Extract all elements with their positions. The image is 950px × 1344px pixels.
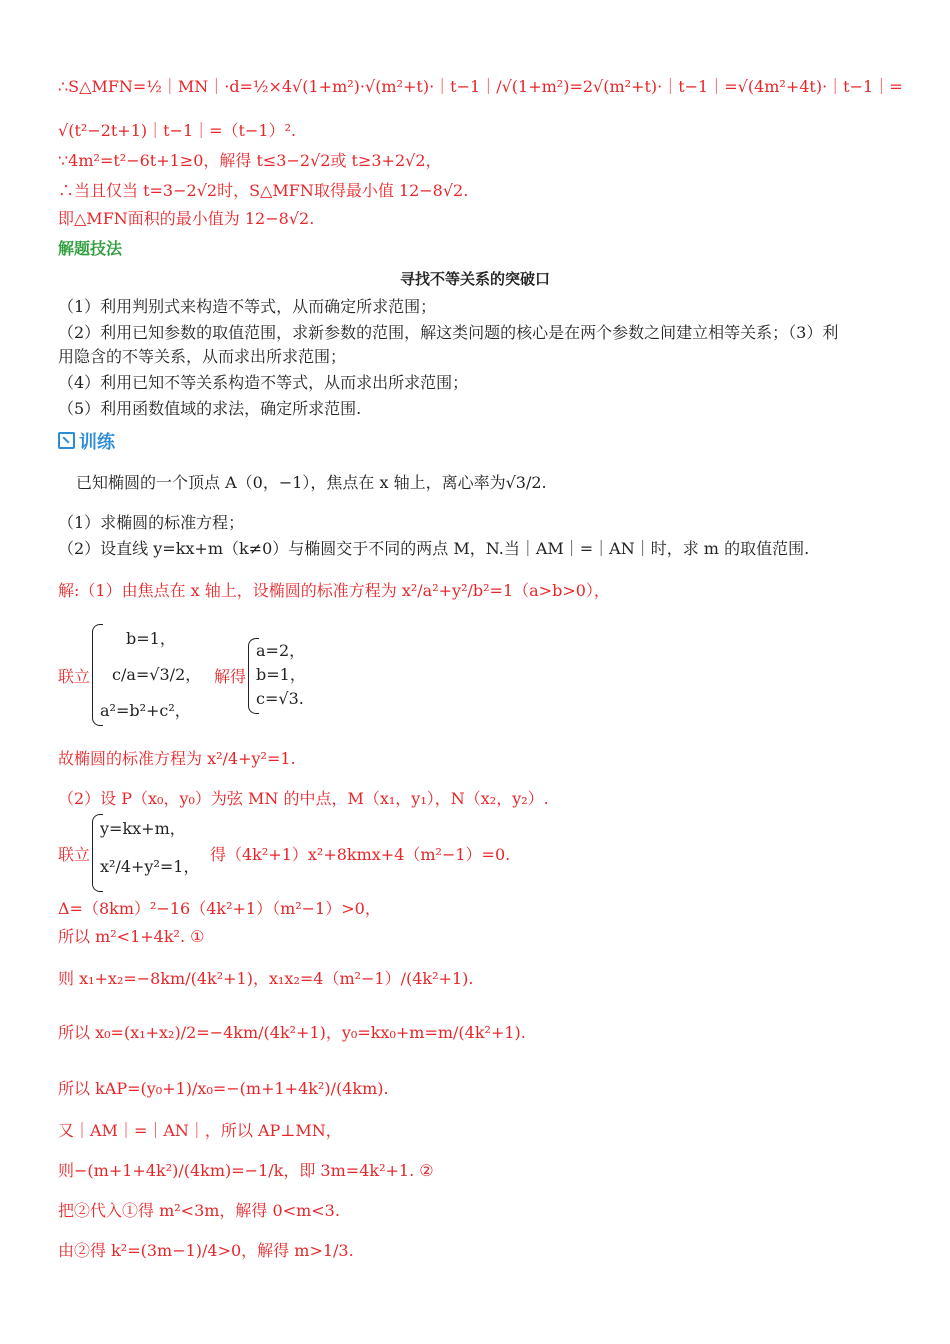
solution-joint-label-2: 联立	[58, 845, 91, 864]
solution-discriminant: Δ=（8km）²−16（4k²+1）（m²−1）>0，	[58, 899, 381, 918]
solution-line-1: 解:（1）由焦点在 x 轴上，设椭圆的标准方程为 x²/a²+y²/b²=1（a>b>0），	[58, 581, 610, 600]
system-2-eq-2: b=1，	[256, 665, 306, 684]
training-problem: 已知椭圆的一个顶点 A（0，−1），焦点在 x 轴上，离心率为√3/2.	[76, 473, 547, 492]
solution-line-4: （2）设 P（x₀，y₀）为弦 MN 的中点，M（x₁，y₁），N（x₂，y₂）.	[58, 789, 549, 808]
tips-heading: 解题技法	[58, 239, 123, 258]
system-2-eq-3: c=√3.	[256, 689, 304, 708]
solution-slope-ap: 所以 kAP=(y₀+1)/x₀=−(m+1+4k²)/(4km).	[58, 1079, 389, 1098]
training-question-2: （2）设直线 y=kx+m（k≠0）与椭圆交于不同的两点 M，N.当｜AM｜=｜AN｜时，求 m 的取值范围.	[58, 539, 810, 558]
tip-item-5: （5）利用函数值域的求法，确定所求范围.	[58, 399, 362, 418]
min-condition-line: ∴当且仅当 t=3−2√2时，S△MFN取得最小值 12−8√2.	[58, 181, 469, 200]
min-area-line: 即△MFN面积的最小值为 12−8√2.	[58, 209, 315, 228]
tip-item-4: （4）利用已知不等关系构造不等式，从而求出所求范围；	[58, 373, 469, 392]
system-2-eq-1: a=2，	[256, 641, 306, 660]
edit-icon	[58, 432, 75, 449]
tip-item-1: （1）利用判别式来构造不等式，从而确定所求范围；	[58, 297, 437, 316]
system-1-eq-3: a²=b²+c²，	[100, 701, 191, 720]
area-derivation-line-2: √(t²−2t+1)｜t−1｜=（t−1）².	[58, 121, 297, 140]
system-3-eq-2: x²/4+y²=1，	[100, 857, 200, 876]
system-3-eq-1: y=kx+m，	[100, 819, 186, 838]
solution-midpoint: 所以 x₀=(x₁+x₂)/2=−4km/(4k²+1)，y₀=kx₀+m=m/(4k²+1).	[58, 1023, 526, 1042]
solution-substitute: 把②代入①得 m²<3m，解得 0<m<3.	[58, 1201, 340, 1220]
tip-item-2-cont: 用隐含的不等关系，从而求出所求范围；	[58, 347, 347, 366]
solution-final-range: 由②得 k²=(3m−1)/4>0，解得 m>1/3.	[58, 1241, 354, 1260]
training-heading-text: 训练	[79, 432, 115, 453]
tip-item-2: （2）利用已知参数的取值范围，求新参数的范围，解这类问题的核心是在两个参数之间建立相等关系；（3）利	[58, 323, 839, 342]
training-question-1: （1）求椭圆的标准方程；	[58, 513, 245, 532]
area-derivation-line-1: ∴S△MFN=½｜MN｜·d=½×4√(1+m²)·√(m²+t)·｜t−1｜/√(1+m²)=2√(m²+t)·｜t−1｜=√(4m²+4t)·｜t−1｜=	[58, 77, 903, 96]
solution-relation-2: 则−(m+1+4k²)/(4km)=−1/k，即 3m=4k²+1. ②	[58, 1161, 434, 1180]
training-heading	[58, 432, 115, 454]
solution-quadratic: 得（4k²+1）x²+8kmx+4（m²−1）=0.	[210, 845, 511, 864]
solution-joint-label-1: 联立	[58, 667, 91, 686]
solution-perpendicular: 又｜AM｜=｜AN｜，所以 AP⊥MN，	[58, 1121, 342, 1140]
solution-inequality-1: 所以 m²<1+4k². ①	[58, 927, 205, 946]
system-1-eq-2: c/a=√3/2，	[112, 665, 202, 684]
solution-vieta: 则 x₁+x₂=−8km/(4k²+1)，x₁x₂=4（m²−1）/(4k²+1).	[58, 969, 474, 988]
tips-title: 寻找不等关系的突破口	[399, 270, 550, 288]
solution-line-3: 故椭圆的标准方程为 x²/4+y²=1.	[58, 749, 296, 768]
system-1-eq-1: b=1，	[126, 629, 176, 648]
t-range-line: ∵4m²=t²−6t+1≥0，解得 t≤3−2√2或 t≥3+2√2，	[58, 151, 442, 170]
solution-solve-label: 解得	[214, 667, 247, 686]
